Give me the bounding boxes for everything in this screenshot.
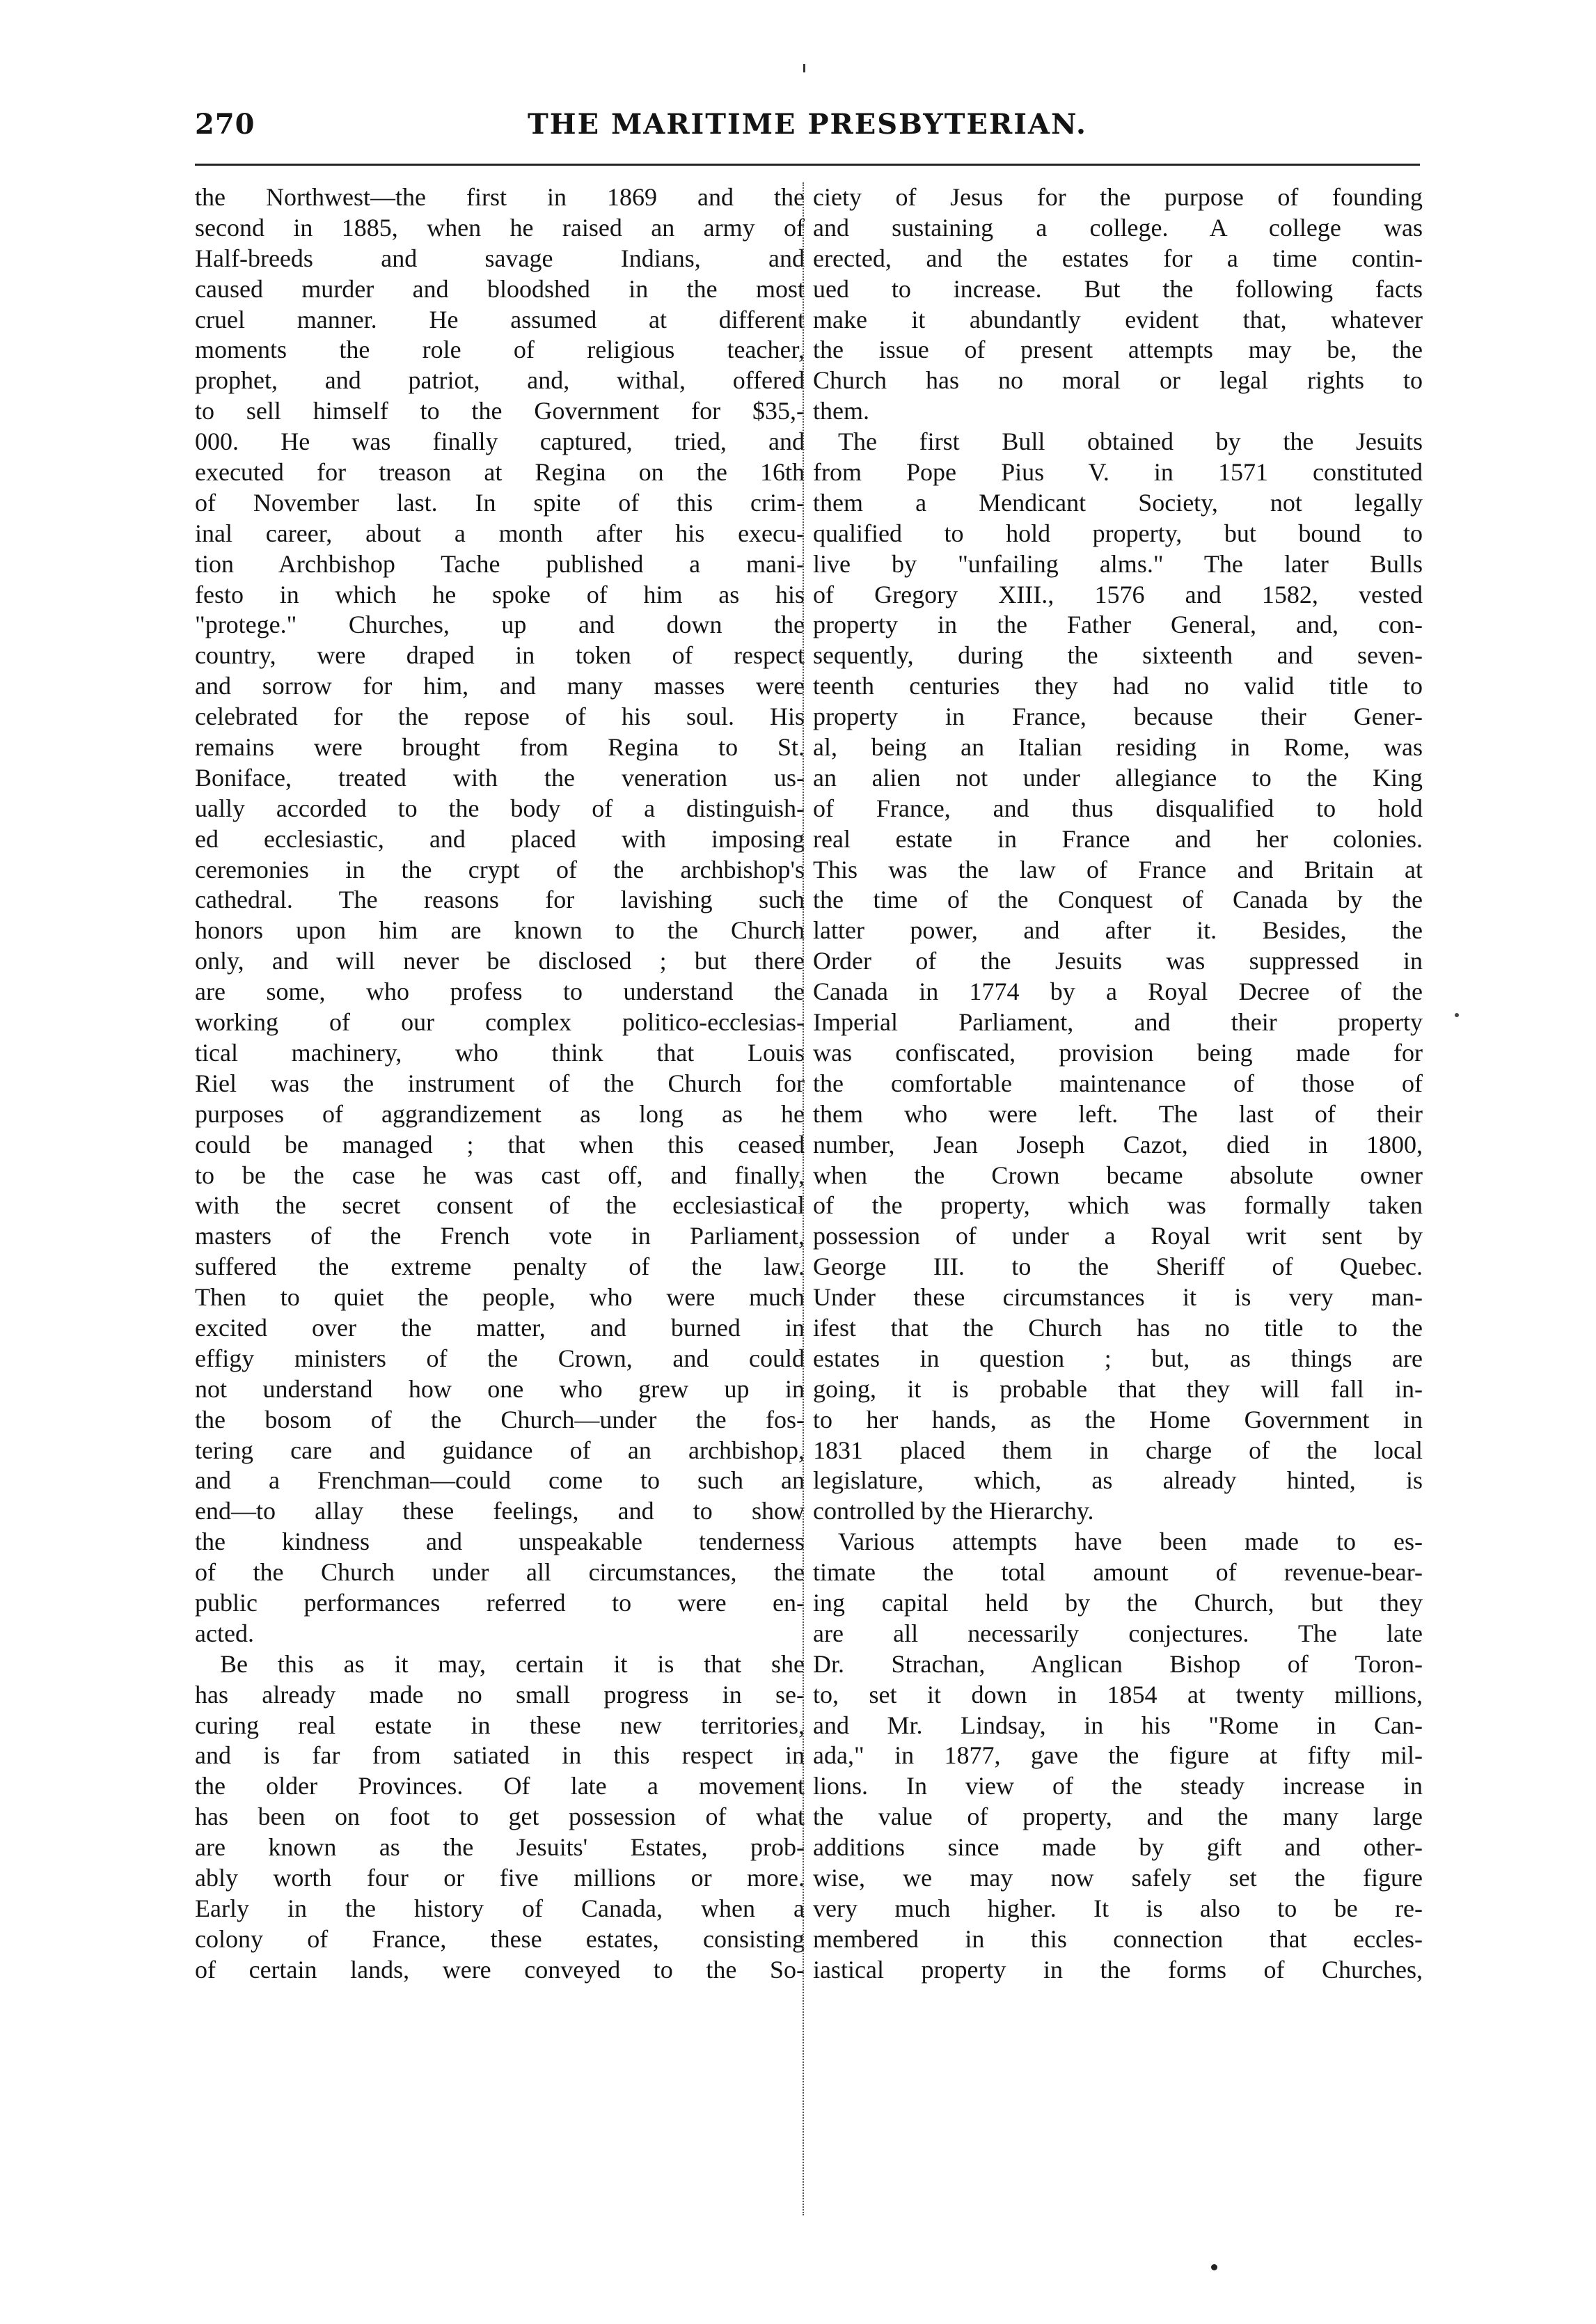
text-line: iastical property in the forms of Churches,	[813, 1955, 1423, 1984]
text-line: festo in which he spoke of him as his	[195, 580, 805, 609]
text-line: going, it is probable that they will fall in-	[813, 1374, 1423, 1403]
text-line: and is far from satiated in this respect in	[195, 1741, 805, 1770]
text-line: live by "unfailing alms." The later Bulls	[813, 549, 1423, 578]
text-line: and Mr. Lindsay, in his "Rome in Can-	[813, 1711, 1423, 1739]
text-line: Canada in 1774 by a Royal Decree of the	[813, 978, 1423, 1006]
text-line: Then to quiet the people, who were much	[195, 1283, 805, 1312]
page-number: 270	[195, 108, 255, 141]
text-line: the comfortable maintenance of those of	[813, 1069, 1423, 1097]
text-line: ada," in 1877, gave the figure at fifty mil-	[813, 1741, 1423, 1770]
text-line: to, set it down in 1854 at twenty millions,	[813, 1680, 1423, 1709]
text-line: ably worth four or five millions or more.	[195, 1863, 805, 1892]
text-line: inal career, about a month after his execu-	[195, 519, 805, 547]
text-line: ing capital held by the Church, but they	[813, 1588, 1423, 1617]
text-line: and sustaining a college. A college was	[813, 213, 1423, 242]
text-line: remains were brought from Regina to St.	[195, 733, 805, 762]
column-divider	[803, 182, 804, 2215]
text-line: erected, and the estates for a time contin-	[813, 244, 1423, 272]
text-line: Imperial Parliament, and their property	[813, 1008, 1423, 1037]
text-line: to sell himself to the Government for $35,-	[195, 397, 805, 425]
text-line: has been on foot to get possession of what	[195, 1803, 805, 1831]
text-line: excited over the matter, and burned in	[195, 1313, 805, 1342]
text-line: public performances referred to were en-	[195, 1588, 805, 1617]
text-line: qualified to hold property, but bound to	[813, 519, 1423, 547]
text-line: Boniface, treated with the veneration us-	[195, 763, 805, 792]
text-line: number, Jean Joseph Cazot, died in 1800,	[813, 1130, 1423, 1159]
text-line: Be this as it may, certain it is that she	[220, 1649, 805, 1678]
text-line: end—to allay these feelings, and to show	[195, 1497, 805, 1525]
text-line: has already made no small progress in se-	[195, 1680, 805, 1709]
text-line: very much higher. It is also to be re-	[813, 1894, 1423, 1922]
text-line: the bosom of the Church—under the fos-	[195, 1405, 805, 1434]
text-line: ifest that the Church has no title to the	[813, 1313, 1423, 1342]
text-line: teenth centuries they had no valid title to	[813, 672, 1423, 700]
text-line: ed ecclesiastic, and placed with imposing	[195, 824, 805, 853]
text-line: with the secret consent of the ecclesiastical	[195, 1191, 805, 1220]
text-line: Riel was the instrument of the Church for	[195, 1069, 805, 1097]
text-line: 000. He was finally captured, tried, and	[195, 427, 805, 456]
text-line: Dr. Strachan, Anglican Bishop of Toron-	[813, 1649, 1423, 1678]
text-line: an alien not under allegiance to the King	[813, 763, 1423, 792]
text-line: masters of the French vote in Parliament,	[195, 1222, 805, 1250]
text-line: tical machinery, who think that Louis	[195, 1038, 805, 1067]
text-line: of Gregory XIII., 1576 and 1582, vested	[813, 580, 1423, 609]
text-line: Church has no moral or legal rights to	[813, 366, 1423, 395]
text-line: controlled by the Hierarchy.	[813, 1497, 1094, 1525]
text-line: and sorrow for him, and many masses were	[195, 672, 805, 700]
text-line: This was the law of France and Britain at	[813, 855, 1423, 884]
text-line: them a Mendicant Society, not legally	[813, 488, 1423, 517]
text-line: additions since made by gift and other-	[813, 1833, 1423, 1862]
text-line: to her hands, as the Home Government in	[813, 1405, 1423, 1434]
page-header	[195, 108, 1420, 152]
print-tick-mark	[803, 64, 805, 72]
text-line: of November last. In spite of this crim-	[195, 488, 805, 517]
text-line: suffered the extreme penalty of the law.	[195, 1253, 805, 1281]
text-line: tering care and guidance of an archbishop,	[195, 1436, 805, 1464]
text-line: possession of under a Royal writ sent by	[813, 1222, 1423, 1250]
text-line: caused murder and bloodshed in the most	[195, 274, 805, 303]
text-line: to be the case he was cast off, and finally,	[195, 1161, 805, 1189]
text-line: timate the total amount of revenue-bear-	[813, 1558, 1423, 1587]
text-line: acted.	[195, 1619, 254, 1647]
text-line: was confiscated, provision being made for	[813, 1038, 1423, 1067]
text-line: are some, who profess to understand the	[195, 978, 805, 1006]
footer-dot	[1211, 2264, 1217, 2270]
text-line: real estate in France and her colonies.	[813, 824, 1423, 853]
text-line: latter power, and after it. Besides, the	[813, 916, 1423, 945]
text-line: country, were draped in token of respect	[195, 641, 805, 670]
text-line: ceremonies in the crypt of the archbishop's	[195, 855, 805, 884]
text-line: the Northwest—the first in 1869 and the	[195, 183, 805, 211]
text-line: Order of the Jesuits was suppressed in	[813, 947, 1423, 975]
text-line: from Pope Pius V. in 1571 constituted	[813, 458, 1423, 487]
text-line: of the property, which was formally taken	[813, 1191, 1423, 1220]
text-line: tion Archbishop Tache published a mani-	[195, 549, 805, 578]
header-rule	[195, 164, 1420, 166]
text-line: effigy ministers of the Crown, and could	[195, 1344, 805, 1372]
text-line: The first Bull obtained by the Jesuits	[838, 427, 1423, 456]
left-column	[195, 182, 805, 1986]
text-line: celebrated for the repose of his soul. His	[195, 702, 805, 731]
text-line: colony of France, these estates, consisting	[195, 1924, 805, 1953]
text-line: could be managed ; that when this ceased	[195, 1130, 805, 1159]
text-line: property in the Father General, and, con-	[813, 611, 1423, 639]
text-line: of the Church under all circumstances, the	[195, 1558, 805, 1587]
text-line: the time of the Conquest of Canada by the	[813, 886, 1423, 914]
text-line: ually accorded to the body of a distinguish-	[195, 794, 805, 822]
text-line: honors upon him are known to the Church	[195, 916, 805, 945]
text-line: working of our complex politico-ecclesias-	[195, 1008, 805, 1037]
text-line: are known as the Jesuits' Estates, prob-	[195, 1833, 805, 1862]
text-line: Half-breeds and savage Indians, and	[195, 244, 805, 272]
text-line: them who were left. The last of their	[813, 1099, 1423, 1128]
text-line: ued to increase. But the following facts	[813, 274, 1423, 303]
text-line: Early in the history of Canada, when a	[195, 1894, 805, 1922]
text-line: only, and will never be disclosed ; but there	[195, 947, 805, 975]
text-line: and a Frenchman—could come to such an	[195, 1466, 805, 1495]
text-line: 1831 placed them in charge of the local	[813, 1436, 1423, 1464]
text-line: the value of property, and the many large	[813, 1803, 1423, 1831]
text-line: purposes of aggrandizement as long as he	[195, 1099, 805, 1128]
text-line: not understand how one who grew up in	[195, 1374, 805, 1403]
text-line: Under these circumstances it is very man-	[813, 1283, 1423, 1312]
text-line: cruel manner. He assumed at different	[195, 305, 805, 333]
text-line: when the Crown became absolute owner	[813, 1161, 1423, 1189]
text-line: ciety of Jesus for the purpose of founding	[813, 183, 1423, 211]
text-line: legislature, which, as already hinted, is	[813, 1466, 1423, 1495]
text-line: prophet, and patriot, and, withal, offered	[195, 366, 805, 395]
text-line: curing real estate in these new territories,	[195, 1711, 805, 1739]
text-line: the issue of present attempts may be, the	[813, 336, 1423, 364]
text-line: estates in question ; but, as things are	[813, 1344, 1423, 1372]
text-line: make it abundantly evident that, whatever	[813, 305, 1423, 333]
text-line: membered in this connection that eccles-	[813, 1924, 1423, 1953]
text-line: sequently, during the sixteenth and seven-	[813, 641, 1423, 670]
text-line: second in 1885, when he raised an army of	[195, 213, 805, 242]
text-line: "protege." Churches, up and down the	[195, 611, 805, 639]
text-line: George III. to the Sheriff of Quebec.	[813, 1253, 1423, 1281]
text-line: are all necessarily conjectures. The late	[813, 1619, 1423, 1647]
text-line: them.	[813, 397, 869, 425]
text-line: executed for treason at Regina on the 16th	[195, 458, 805, 487]
text-line: the kindness and unspeakable tenderness	[195, 1528, 805, 1556]
text-line: property in France, because their Gener-	[813, 702, 1423, 731]
text-line: moments the role of religious teacher,	[195, 336, 805, 364]
running-head: THE MARITIME PRESBYTERIAN.	[528, 108, 1087, 141]
text-line: cathedral. The reasons for lavishing such	[195, 886, 805, 914]
text-line: Various attempts have been made to es-	[838, 1528, 1423, 1556]
text-line: lions. In view of the steady increase in	[813, 1772, 1423, 1800]
text-line: of France, and thus disqualified to hold	[813, 794, 1423, 822]
text-line: the older Provinces. Of late a movement	[195, 1772, 805, 1800]
right-column	[813, 182, 1423, 1986]
text-line: of certain lands, were conveyed to the So-	[195, 1955, 805, 1984]
text-line: al, being an Italian residing in Rome, was	[813, 733, 1423, 762]
margin-dot	[1455, 1013, 1459, 1017]
text-line: wise, we may now safely set the figure	[813, 1863, 1423, 1892]
